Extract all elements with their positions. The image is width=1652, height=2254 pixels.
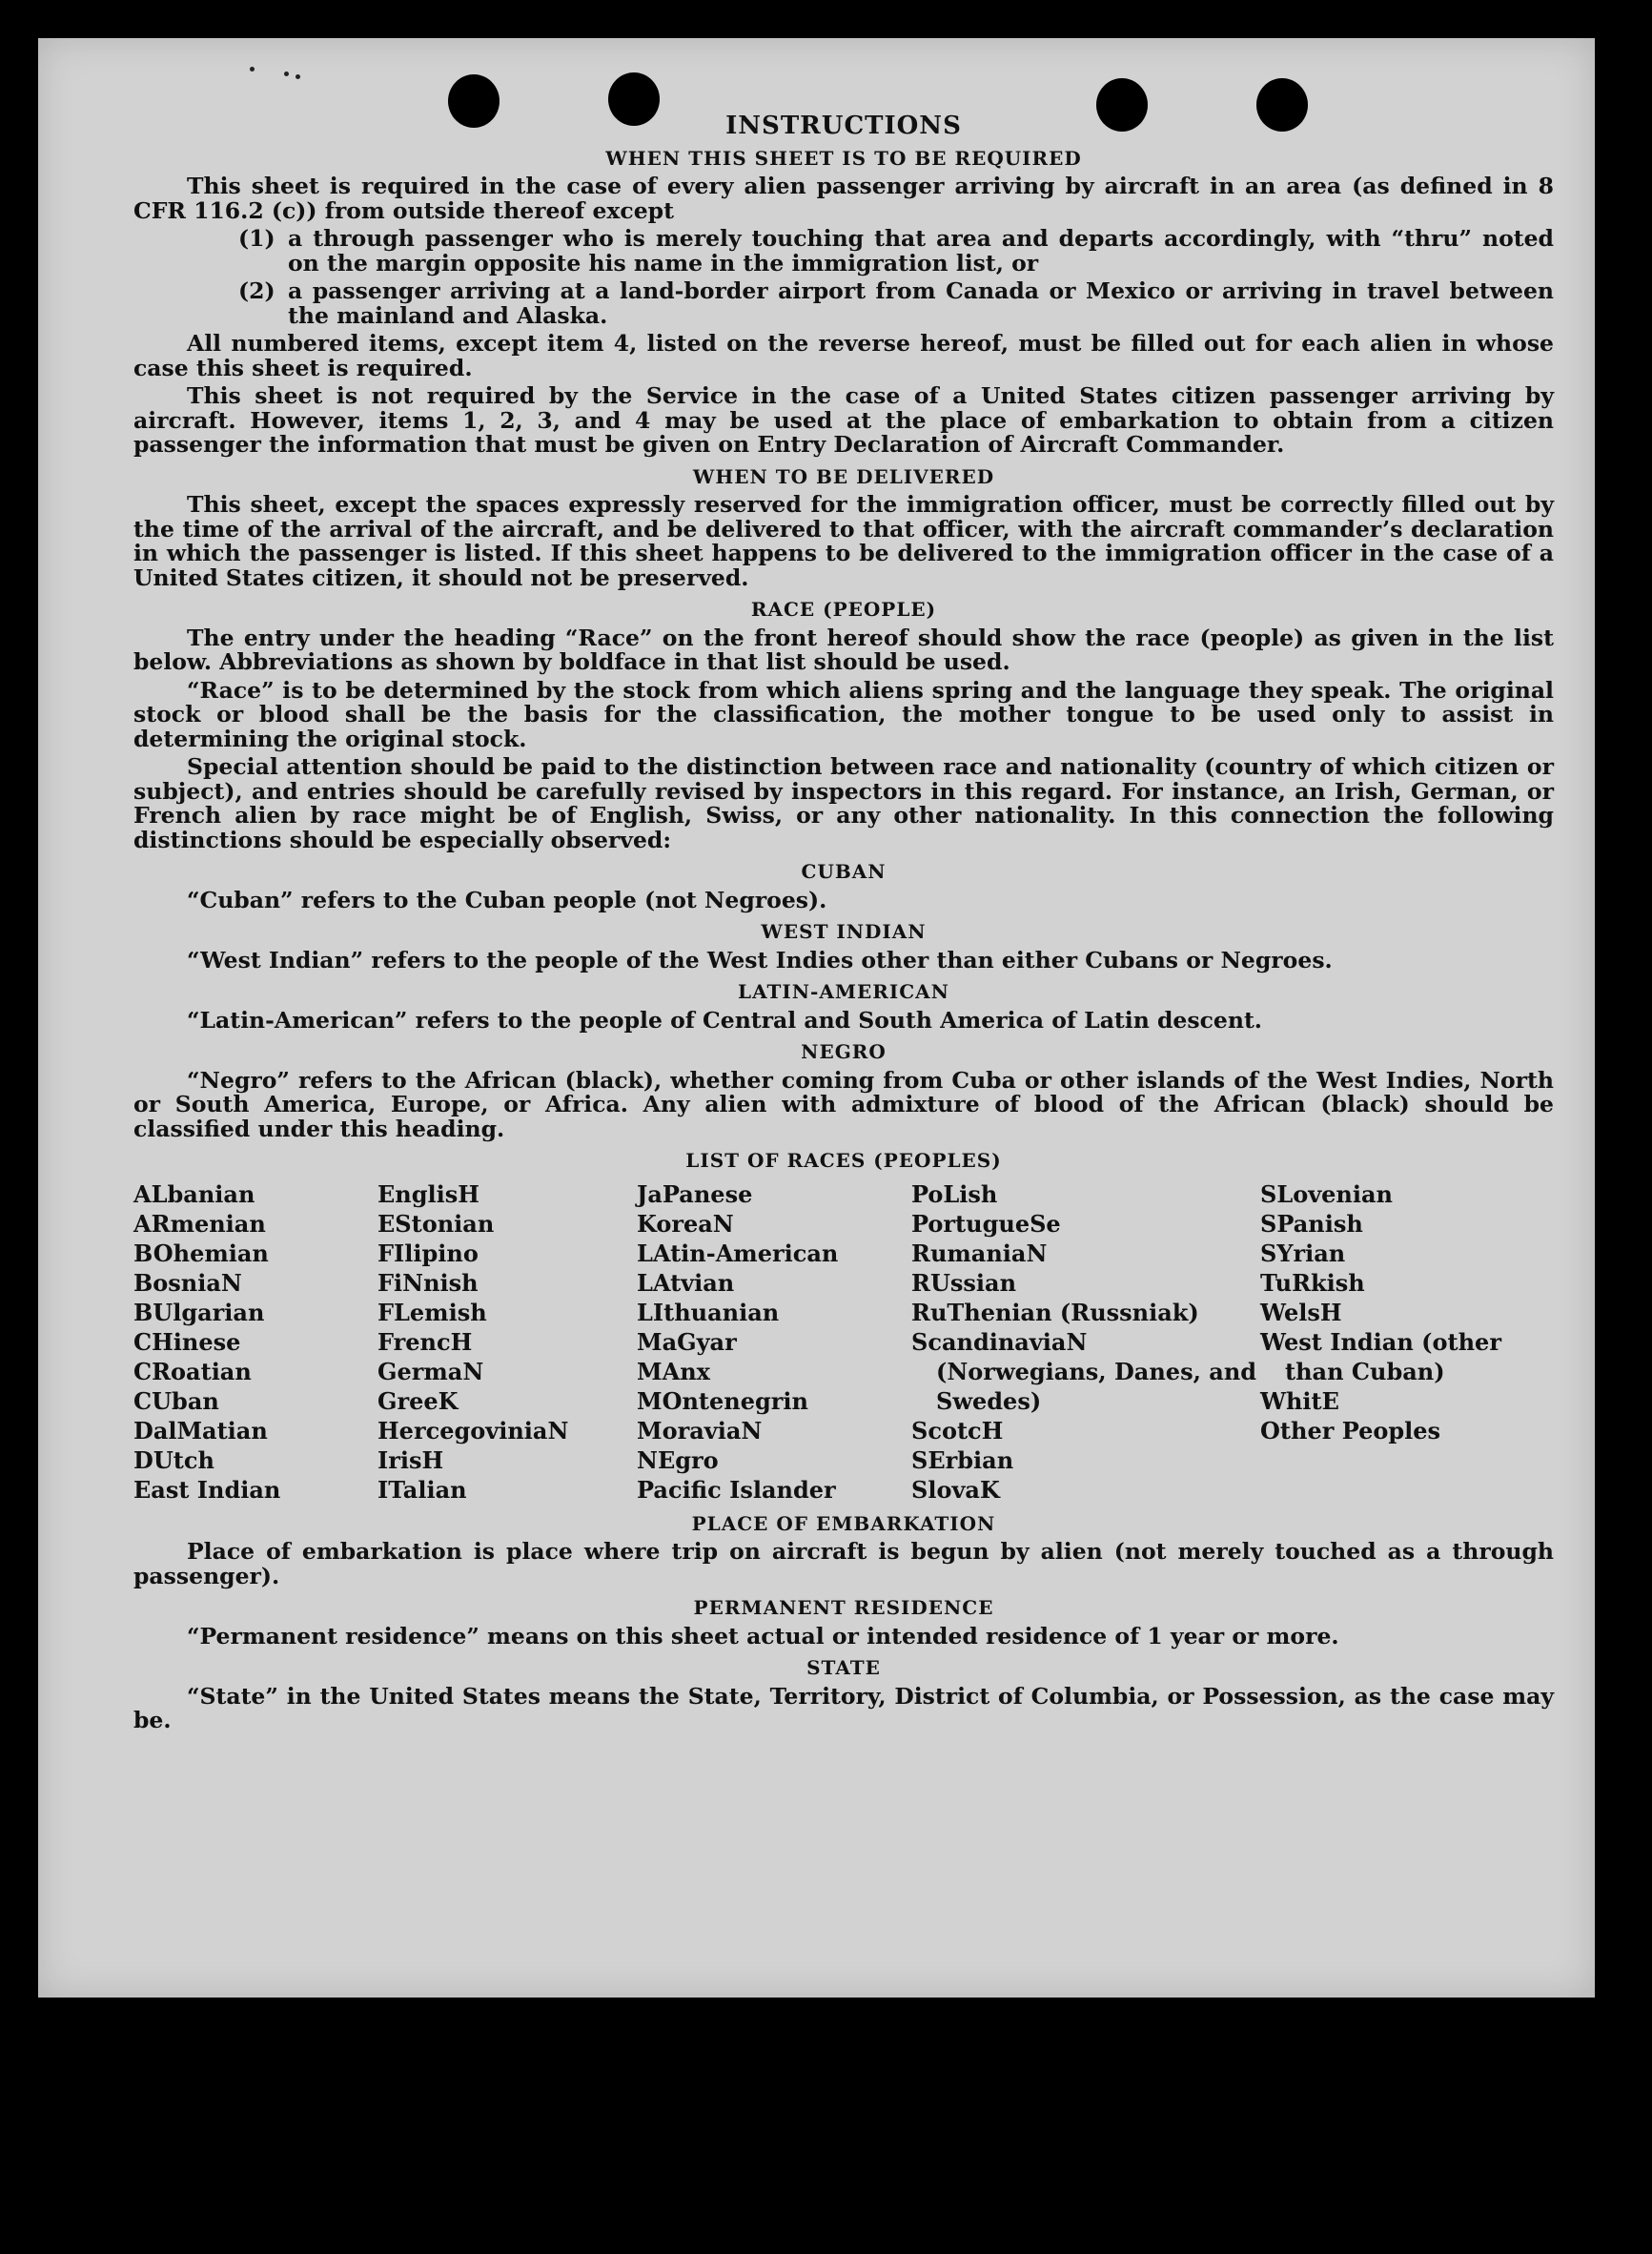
embarkation-paragraph: Place of embarkation is place where trip on aircraft is begun by alien (not merely touched as a through passenger). (133, 1538, 1554, 1589)
race-entry: SlovaK (911, 1475, 1000, 1504)
races-list (133, 1179, 1554, 1505)
race-entry: BUlgarian (133, 1298, 265, 1326)
race-entry: LAtin-American (637, 1239, 839, 1267)
race-entry: EStonian (377, 1209, 495, 1238)
heading-latin-american: LATIN-AMERICAN (738, 980, 949, 1003)
speck (250, 67, 255, 72)
heading-when-delivered: WHEN TO BE DELIVERED (692, 464, 995, 488)
item-number: (1) (238, 225, 275, 252)
race-entry: DUtch (133, 1445, 214, 1474)
race-paragraph-1: The entry under the heading “Race” on the front hereof should show the race (people) as given in the list below. Abbreviations as shown by boldface in that list should be used. (133, 624, 1554, 675)
race-entry: FiNnish (377, 1268, 479, 1297)
required-paragraph-2: All numbered items, except item 4, listed on the reverse hereof, must be filled out for each alien in whose case this sheet is required. (133, 330, 1554, 381)
heading-permanent-residence: PERMANENT RESIDENCE (693, 1596, 994, 1619)
race-entry: ScotcH (911, 1416, 1004, 1445)
instructions-content (133, 105, 1554, 1737)
race-entry: MAnx (637, 1357, 710, 1385)
race-paragraph-2: “Race” is to be determined by the stock from which aliens spring and the language they speak. The original stock or blood shall be the basis for the classification, the mother tongue to be used only to assist in determining the original stock. (133, 676, 1554, 752)
race-entry: MoraviaN (637, 1416, 763, 1445)
race-entry: JaPanese (637, 1179, 753, 1208)
races-column-1 (133, 1179, 377, 1505)
race-entry: FLemish (377, 1298, 487, 1326)
race-entry: GreeK (377, 1386, 459, 1415)
race-entry: CRoatian (133, 1357, 252, 1385)
race-entry: EnglisH (377, 1179, 479, 1208)
race-entry: CUban (133, 1386, 219, 1415)
race-entry: SPanish (1260, 1209, 1363, 1238)
race-entry: ITalian (377, 1475, 467, 1504)
page-title: INSTRUCTIONS (725, 112, 962, 140)
exception-item-2 (133, 279, 1554, 328)
race-entry: RuThenian (Russniak) (911, 1298, 1199, 1326)
race-entry: LIthuanian (637, 1298, 780, 1326)
heading-race: RACE (PEOPLE) (750, 598, 937, 621)
race-entry: HercegoviniaN (377, 1416, 569, 1445)
required-paragraph-3: This sheet is not required by the Service in the case of a United States citizen passenger arriving by aircraft. However, items 1, 2, 3, and 4 may be used at the place of embarkation to obtain from a citizen passenger the information that must be given on Entry Declaration of Aircraft Commander. (133, 382, 1554, 458)
heading-embarkation: PLACE OF EMBARKATION (691, 1511, 996, 1535)
race-entry: SYrian (1260, 1239, 1346, 1267)
race-entry: FIlipino (377, 1239, 479, 1267)
race-entry: MaGyar (637, 1327, 737, 1356)
race-entry: BosniaN (133, 1268, 242, 1297)
latin-american-paragraph: “Latin-American” refers to the people of Central and South America of Latin descent. (187, 1006, 1262, 1034)
races-column-2 (377, 1179, 637, 1505)
heading-negro: NEGRO (801, 1040, 887, 1063)
delivered-paragraph: This sheet, except the spaces expressly reserved for the immigration officer, must be correctly filled out by the time of the arrival of the aircraft, and be delivered to that officer, with the aircraft commander’s declaration in which the passenger is listed. If this sheet happens to be delivered to the immigration officer in the case of a United States citizen, it should not be preserved. (133, 491, 1554, 591)
race-entry: MOntenegrin (637, 1386, 808, 1415)
exception-item-1 (133, 227, 1554, 276)
heading-state: STATE (806, 1656, 881, 1679)
race-entry: KoreaN (637, 1209, 734, 1238)
race-entry: ALbanian (133, 1179, 255, 1208)
west-indian-paragraph: “West Indian” refers to the people of the West Indies other than either Cubans or Negroes. (187, 946, 1333, 973)
negro-paragraph: “Negro” refers to the African (black), whether coming from Cuba or other islands of the West Indies, North or South America, Europe, or Africa. Any alien with admixture of blood of the African (black) should be classified under this heading. (133, 1066, 1554, 1142)
heading-list-of-races: LIST OF RACES (PEOPLES) (685, 1149, 1002, 1172)
race-paragraph-3: Special attention should be paid to the distinction between race and nationality (country of which citizen or subject), and entries should be carefully revised by inspectors in this regard. For instance, an Irish, German, or French alien by race might be of English, Swiss, or any other nationality. In this connection the following distinctions should be especially observed: (133, 753, 1554, 853)
races-column-3 (637, 1179, 911, 1505)
heading-west-indian: WEST INDIAN (761, 920, 927, 943)
state-paragraph: “State” in the United States means the State, Territory, District of Columbia, or Possession, as the case may be. (133, 1682, 1554, 1733)
race-entry: GermaN (377, 1357, 484, 1385)
race-entry: LAtvian (637, 1268, 735, 1297)
race-entry: ARmenian (133, 1209, 266, 1238)
document-sheet (38, 38, 1595, 1998)
required-intro: This sheet is required in the case of every alien passenger arriving by aircraft in an area (as defined in 8 CFR 116.2 (c)) from outside thereof except (133, 173, 1554, 224)
item-text: a through passenger who is merely touching that area and departs accordingly, with “thru” noted on the margin opposite his name in the immigration list, or (288, 225, 1554, 277)
race-entry: RumaniaN (911, 1239, 1048, 1267)
race-entry: RUssian (911, 1268, 1017, 1297)
race-entry: West Indian (other than Cuban) (1260, 1327, 1501, 1385)
race-entry: BOhemian (133, 1239, 269, 1267)
race-entry: ScandinaviaN (Norwegians, Danes, and Swedes) (911, 1327, 1257, 1415)
race-entry: IrisH (377, 1445, 444, 1474)
item-text: a passenger arriving at a land-border airport from Canada or Mexico or arriving in travel between the mainland and Alaska. (288, 277, 1554, 329)
race-entry: DalMatian (133, 1416, 268, 1445)
races-column-5 (1260, 1179, 1546, 1505)
race-entry: PoLish (911, 1179, 998, 1208)
race-entry: TuRkish (1260, 1268, 1365, 1297)
race-entry: PortugueSe (911, 1209, 1061, 1238)
race-entry: CHinese (133, 1327, 241, 1356)
race-entry: SErbian (911, 1445, 1014, 1474)
race-entry: Pacific Islander (637, 1475, 836, 1504)
item-number: (2) (238, 277, 275, 304)
race-entry: East Indian (133, 1475, 281, 1504)
races-column-4 (911, 1179, 1260, 1505)
race-entry: SLovenian (1260, 1179, 1393, 1208)
cuban-paragraph: “Cuban” refers to the Cuban people (not Negroes). (187, 886, 827, 913)
residence-paragraph: “Permanent residence” means on this sheet actual or intended residence of 1 year or more. (187, 1622, 1339, 1650)
race-entry: WelsH (1260, 1298, 1342, 1326)
race-entry: FrencH (377, 1327, 473, 1356)
speck (296, 74, 300, 79)
race-entry: WhitE (1260, 1386, 1339, 1415)
race-entry: NEgro (637, 1445, 719, 1474)
heading-cuban: CUBAN (801, 860, 887, 883)
speck (284, 72, 289, 76)
race-entry: Other Peoples (1260, 1416, 1441, 1445)
heading-when-required: WHEN THIS SHEET IS TO BE REQUIRED (605, 146, 1082, 170)
